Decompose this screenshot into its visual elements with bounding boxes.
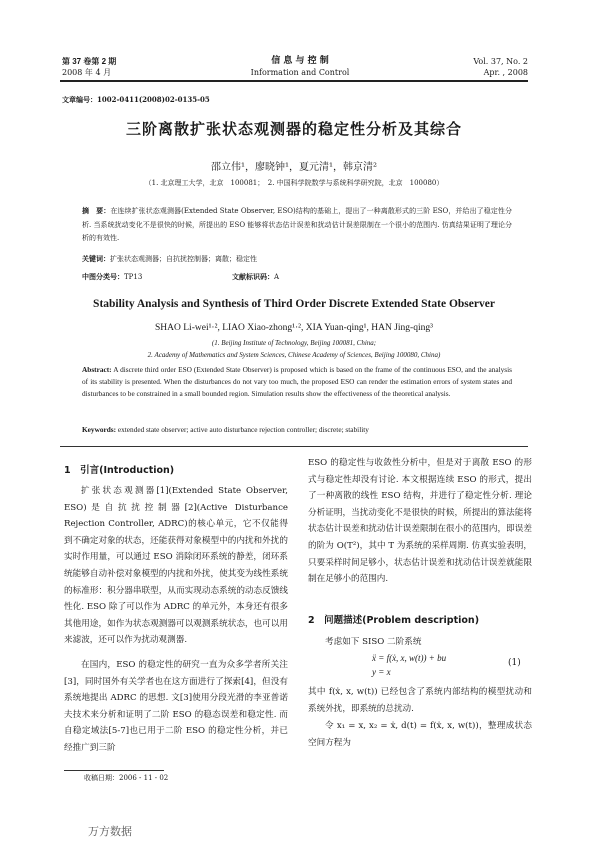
clc-label: 中图分类号：: [82, 272, 124, 281]
section-1-paragraph-1: 扩张状态观测器[1](Extended State Observer, ESO)是自抗扰控制器[2](Active Disturbance Rejection Controller, ADRC)的核心单元，它不仅能得到不确定对象的状态，还能获得对象模型中的内扰和外扰的实时作用量，可以通过 ESO 消除闭环系统的静差，闭环系统能够自动补偿对象模型的内扰和外扰，使其变为线性系统的标准形：积分器串联型，从而实现动态系统的动态反馈线性化. ESO 除了可以作为 ADRC 的单元外，本身还有很多其他用途，如作为状态观测器可以观测系统状态，也可以用来滤波，还可以作为扰动观测器.: [64, 486, 288, 646]
section-2-paragraph-1: 其中 f(ẋ, x, w(t)) 已经包含了系统内部结构的模型扰动和系统外扰，即系统的总扰动.: [308, 687, 532, 714]
abstract-en: [82, 364, 512, 401]
article-number: 文章编号：1002-0411(2008)02-0135-05: [62, 95, 210, 104]
keywords-cn: [82, 252, 512, 267]
journal-volume-cn: 第 37 卷第 2 期: [62, 57, 117, 66]
document-code-value: A: [274, 273, 280, 281]
journal-date-en: Apr. , 2008: [483, 68, 528, 77]
abstract-cn-label: 摘 要：: [82, 206, 111, 215]
title-en: Stability Analysis and Synthesis of Third Order Discrete Extended State Observer: [93, 298, 495, 310]
received-date-label: 收稿日期：: [84, 774, 119, 782]
section-2-paragraph-2: 令 x₁ = x, x₂ = ẋ, d(t) = f(ẋ, x, w(t))，整理成状态空间方程为: [308, 721, 532, 748]
document-code: [232, 270, 279, 285]
equation-1-line-2: y = x: [372, 667, 391, 677]
authors-cn: 邵立伟¹，廖晓钟¹，夏元清¹，韩京清²: [210, 162, 378, 173]
equation-1-number: (1): [508, 658, 521, 668]
abstract-divider: [60, 446, 528, 447]
affiliation-en-2: 2. Academy of Mathematics and System Sciences, Chinese Academy of Sciences, Beijing 100080, China): [147, 351, 441, 359]
equation-1-line-1: ẍ = f(ẋ, x, w(t)) + bu: [372, 653, 447, 663]
section-1-heading: 1 引言(Introduction): [64, 465, 175, 476]
section-1-paragraph-2: 在国内，ESO 的稳定性的研究一直为众多学者所关注[3]，同时国外有关学者也在这方面进行了探索[4]，但没有系统地提出 ADRC 的思想. 文[3]使用分段光滑的李亚普诺夫技术来分析和证明了二阶 ESO 的稳态误差和稳定性. 而自稳定域法[5-7]也已用于二阶 ESO 的稳定性分析，并已经推广到三阶: [64, 660, 288, 753]
journal-name-en: Information and Control: [250, 68, 350, 77]
authors-en: SHAO Li-wei¹·², LIAO Xiao-zhong¹·², XIA Yuan-qing¹, HAN Jing-qing³: [155, 323, 433, 333]
journal-volume-en: Vol. 37, No. 2: [473, 57, 528, 66]
document-code-label: 文献标识码：: [232, 272, 274, 281]
clc-value: TP13: [124, 273, 143, 281]
received-date-value: 2006 - 11 - 02: [119, 774, 169, 782]
header-rule: [60, 80, 528, 82]
keywords-cn-text: 扩张状态观测器；自抗扰控制器；离散；稳定性: [110, 255, 257, 263]
received-date: [84, 772, 168, 784]
keywords-en-label: Keywords:: [82, 425, 117, 434]
affiliations-cn: （1. 北京理工大学，北京 100081； 2. 中国科学院数学与系统科学研究院，北京 100080）: [144, 179, 444, 187]
abstract-cn: [82, 204, 512, 246]
section-1-continued: ESO 的稳定性与收敛性分析中，但是对于离散 ESO 的形式与稳定性却没有讨论. 本文根据连续 ESO 的形式，提出了一种离散的线性 ESO 结构，并进行了稳定性分析. 理论分析证明，当扰动变化不是很快的时候，所提出的算法能将状态估计误差和扰动估计误差限制在很小的范围内，即误差的阶为 O(T²)，其中 T 为系统的采样周期. 仿真实验表明，只要采样时间足够小，状态估计误差和扰动估计误差就能限制在足够小的范围内.: [308, 458, 532, 585]
footnote-rule: [64, 770, 164, 771]
abstract-en-label: Abstract:: [82, 365, 112, 374]
keywords-cn-label: 关键词：: [82, 254, 110, 263]
abstract-cn-text: 在连续扩张状态观测器(Extended State Observer, ESO)结构的基础上，提出了一种离散形式的三阶 ESO，并给出了稳定性分析. 当系统扰动变化不是很快的时候，所提出的 ESO 能够将状态估计误差和扰动估计误差限制在一个很小的范围内. 仿真结果证明了理论分析的有效性.: [82, 207, 513, 242]
affiliation-en-1: (1. Beijing Institute of Technology, Beijing 100081, China;: [211, 339, 377, 347]
abstract-en-text: A discrete third order ESO (Extended State Observer) is proposed which is based on the frame of the continuous ESO, and the analysis of its stability is presented. When the disturbances do not vary too much, the proposed ESO can render the estimation errors of system states and disturbances to be constrained in a small bounded region. Simulation results show the effectiveness of the theoretical analysis.: [82, 365, 513, 399]
journal-date-cn: 2008 年 4 月: [62, 68, 112, 77]
wanfang-watermark: 万方数据: [88, 825, 132, 838]
section-2-intro: 考虑如下 SISO 二阶系统: [325, 637, 422, 647]
title-cn: 三阶离散扩张状态观测器的稳定性分析及其综合: [125, 120, 462, 138]
keywords-en-text: extended state observer; active auto disturbance rejection controller; discrete; stability: [117, 425, 369, 434]
keywords-en: [82, 423, 512, 437]
clc-number: [82, 270, 142, 285]
journal-name-cn: 信 息 与 控 制: [271, 56, 329, 66]
section-2-heading: 2 问题描述(Problem description): [308, 615, 480, 626]
